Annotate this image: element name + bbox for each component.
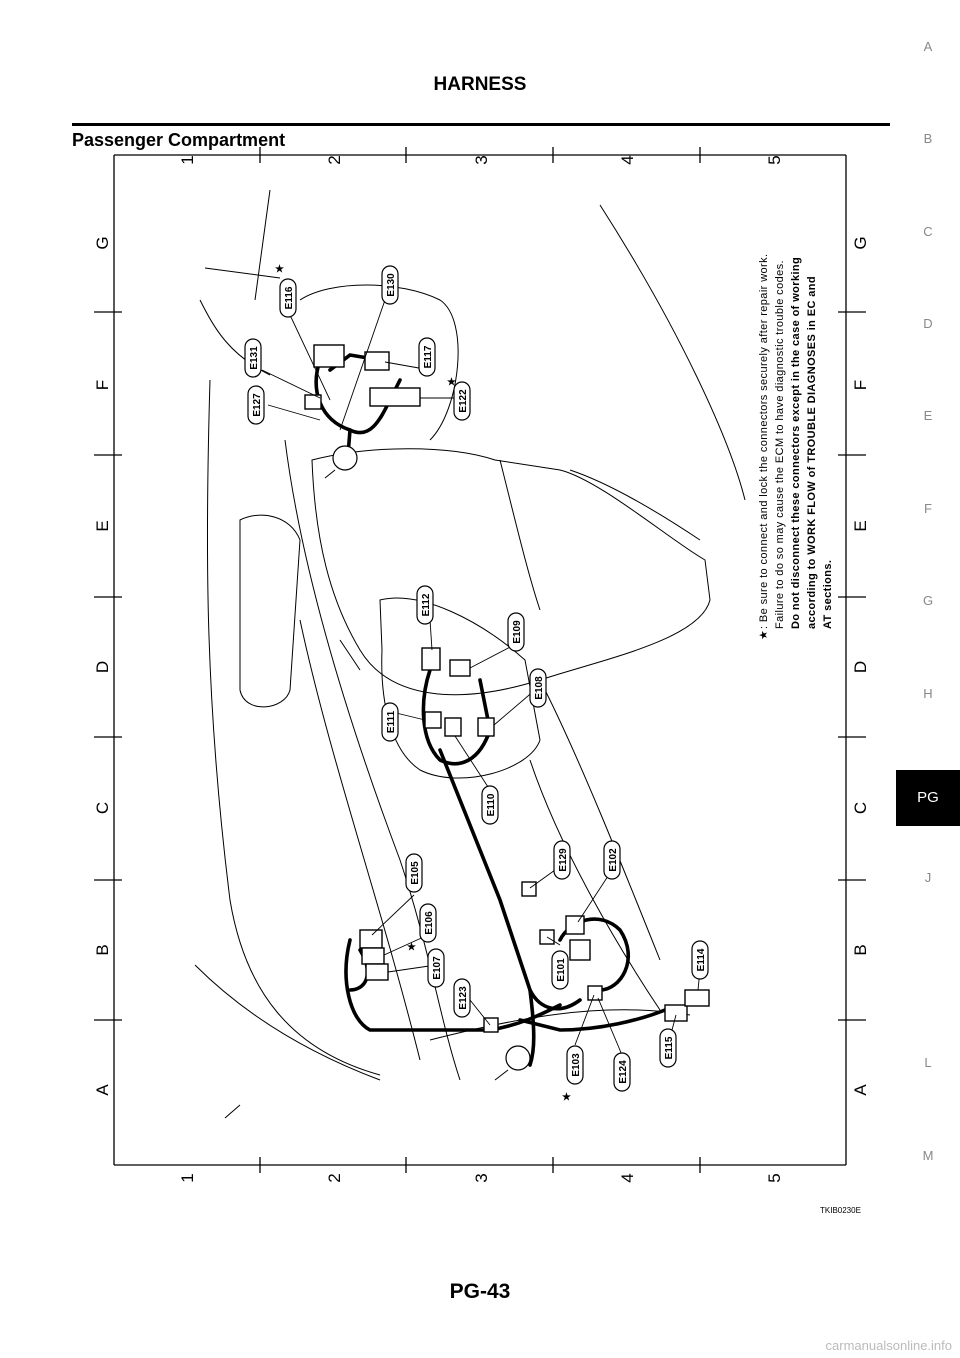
grid-row-left-G: G <box>93 236 112 250</box>
connector-label-e109 <box>508 613 524 651</box>
connector-label-e102 <box>604 841 620 879</box>
diagram-code: TKIB0230E <box>820 1206 861 1215</box>
page-number: PG-43 <box>449 1280 511 1303</box>
connector-label-e127 <box>248 386 264 424</box>
connector-label-e112 <box>417 586 433 624</box>
connector-label-e103 <box>567 1046 583 1084</box>
connector-label-e110 <box>482 786 498 824</box>
svg-text:E112: E112 <box>421 593 432 617</box>
grid-row-left-E: E <box>93 520 112 532</box>
grid-row-left-B: B <box>93 944 112 956</box>
grid-row-left-C: C <box>93 801 112 815</box>
grid-row-right-E: E <box>851 520 870 532</box>
grid-row-right-A: A <box>851 1084 870 1096</box>
connector-label-e108 <box>530 669 546 707</box>
connector-label-e124 <box>614 1053 630 1091</box>
svg-text:E103: E103 <box>571 1053 582 1077</box>
star-marker: ★ <box>407 942 416 953</box>
vehicle-body-outline <box>195 190 745 1118</box>
connector-label-e116 <box>280 279 296 317</box>
side-letter-B[interactable]: B <box>923 131 933 147</box>
grid-row-left-A: A <box>93 1084 112 1096</box>
side-letter-E[interactable]: E <box>923 408 933 424</box>
star-marker: ★ <box>562 1092 571 1103</box>
side-letter-L[interactable]: L <box>924 1055 932 1071</box>
side-letter-M[interactable]: M <box>922 1147 934 1163</box>
note-block-2 <box>774 260 786 629</box>
note-line-4: according to WORK FLOW of TROUBLE DIAGNOSES in EC and <box>806 275 818 629</box>
grid-row-right-B: B <box>851 944 870 956</box>
side-letter-C[interactable]: C <box>923 223 933 239</box>
side-letter-A[interactable]: A <box>923 38 933 54</box>
svg-text:E130: E130 <box>386 273 397 297</box>
connector-label-e101 <box>552 951 568 989</box>
grid-col-top-5: 5 <box>765 155 784 165</box>
svg-text:E102: E102 <box>608 848 619 872</box>
active-section-tab-label: PG <box>917 789 939 806</box>
grid-col-bottom-2: 2 <box>325 1173 344 1183</box>
connector-labels <box>245 266 708 1091</box>
grid-col-top-3: 3 <box>472 155 491 165</box>
connector-label-e106 <box>420 904 436 942</box>
star-marker: ★ <box>275 264 284 275</box>
grid-col-top-4: 4 <box>618 155 637 165</box>
svg-text:E108: E108 <box>534 676 545 700</box>
connector-label-e117 <box>419 338 435 376</box>
svg-text:E114: E114 <box>696 948 707 972</box>
grid-col-bottom-1: 1 <box>178 1173 197 1183</box>
grid-col-bottom-3: 3 <box>472 1173 491 1183</box>
svg-text:E115: E115 <box>664 1036 675 1060</box>
connector-label-e111 <box>382 703 398 741</box>
grid-col-top-1: 1 <box>178 155 197 165</box>
section-index-sidebar <box>896 0 960 1358</box>
svg-text:E129: E129 <box>558 848 569 872</box>
section-title: Passenger Compartment <box>72 130 286 150</box>
connector-label-e130 <box>382 266 398 304</box>
connector-label-e115 <box>660 1029 676 1067</box>
star-marker: ★ <box>447 377 456 388</box>
svg-text:E111: E111 <box>386 710 397 734</box>
grid-row-right-F: F <box>851 379 870 391</box>
grid-col-bottom-5: 5 <box>765 1173 784 1183</box>
note-block-4 <box>806 276 818 629</box>
svg-text:E116: E116 <box>284 286 295 310</box>
connector-label-e129 <box>554 841 570 879</box>
grid-row-right-G: G <box>851 236 870 250</box>
grid-col-top-2: 2 <box>325 155 344 165</box>
side-letter-D[interactable]: D <box>923 316 933 331</box>
svg-text:E109: E109 <box>512 620 523 644</box>
svg-text:E131: E131 <box>249 346 260 370</box>
svg-text:E106: E106 <box>424 911 435 935</box>
note-star: ★ <box>758 629 770 640</box>
side-letter-H[interactable]: H <box>923 685 933 701</box>
svg-text:E105: E105 <box>410 861 421 885</box>
grommet-upper <box>325 446 357 478</box>
svg-text:E110: E110 <box>486 793 497 817</box>
page-header-title: HARNESS <box>433 74 527 95</box>
grid-row-right-D: D <box>851 660 870 674</box>
active-section-tab[interactable] <box>896 770 960 826</box>
side-letter-F[interactable]: F <box>924 500 932 516</box>
grid-col-bottom-4: 4 <box>618 1173 637 1183</box>
svg-text:E124: E124 <box>618 1060 629 1084</box>
connector-label-e105 <box>406 854 422 892</box>
svg-text:E117: E117 <box>423 345 434 369</box>
side-letter-J[interactable]: J <box>924 870 932 886</box>
watermark: carmanualsonline.info <box>825 1338 952 1353</box>
note-block-3 <box>790 257 802 629</box>
connector-label-e114 <box>692 941 708 979</box>
grid-row-left-F: F <box>93 379 112 391</box>
svg-text:E107: E107 <box>432 956 443 980</box>
note-block <box>758 254 770 640</box>
svg-text:E123: E123 <box>458 986 469 1010</box>
grid-row-left-D: D <box>93 660 112 674</box>
grid-row-right-C: C <box>851 801 870 815</box>
connector-label-e122 <box>454 382 470 420</box>
note-block-5 <box>822 560 834 629</box>
note-line-3: Do not disconnect these connectors except in the case of working <box>790 256 802 629</box>
note-line-5: AT sections. <box>822 559 834 629</box>
svg-text:E127: E127 <box>252 393 263 417</box>
svg-text:E122: E122 <box>458 389 469 413</box>
svg-text:E101: E101 <box>556 958 567 982</box>
connector-label-e107 <box>428 949 444 987</box>
side-letter-G[interactable]: G <box>922 593 934 609</box>
grommet-lower <box>495 1046 530 1080</box>
note-line-2: Failure to do so may cause the ECM to have diagnostic trouble codes. <box>774 260 786 629</box>
connector-label-e123 <box>454 979 470 1017</box>
note-line-1: : Be sure to connect and lock the connectors securely after repair work. <box>758 253 770 629</box>
connector-label-e131 <box>245 339 261 377</box>
